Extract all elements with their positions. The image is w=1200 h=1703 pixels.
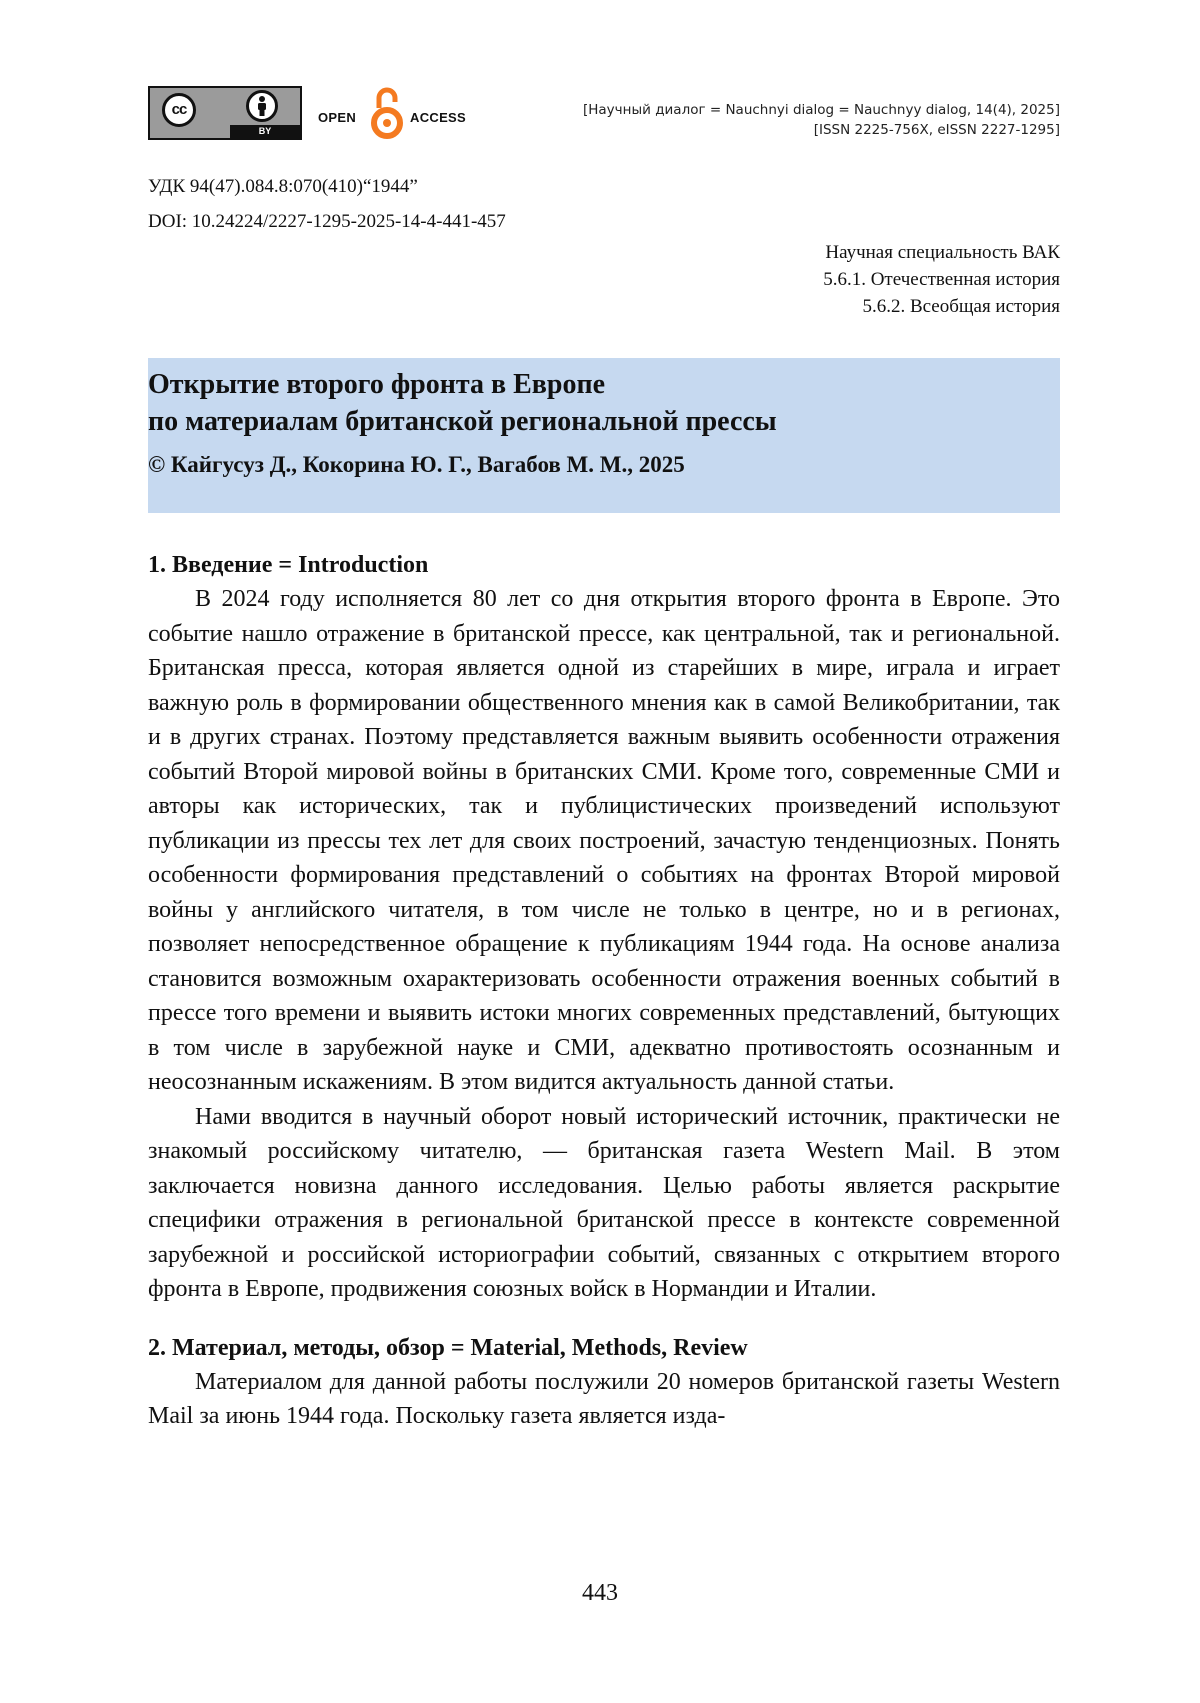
vak-speciality: [823, 239, 1060, 320]
article-title-block: [148, 358, 1060, 513]
paragraph: В 2024 году исполняется 80 лет со дня открытия второго фронта в Европе. Это событие нашло отражение в британской прессе, как центральной, так и региональной. Британская пресса, которая является одной из старейших в мире, играла и играет важную роль в формировании общественного мнения как в самой Великобритании, так и в других странах. Поэтому представляется важным выявить особенности отражения событий Второй мировой войны в британских СМИ. Кроме того, современные СМИ и авторы как исторических, так и публицистических произведений используют публикации из прессы тех лет для своих построений, зачастую тенденциозных. Понять особенности формирования представлений о событиях на фронтах Второй мировой войны у английского читателя, в том числе не только в центре, но и в регионах, позволяет непосредственное обращение к публикациям 1944 года. На основе анализа становится возможным охарактеризовать особенности отражения военных событий в прессе того времени и выявить истоки многих современных представлений, бытующих в том числе в зарубежной науке и СМИ, адекватно противостоять осознанным и неосознанным искажениям. В этом видится актуальность данной статьи.: [148, 582, 1060, 1100]
citation-line-1: [Научный диалог = Nauchnyi dialog = Nauchnyy dialog, 14(4), 2025]: [583, 100, 1060, 120]
article-body: [148, 548, 1060, 1434]
article-title-line-2: по материалам британской региональной прессы: [148, 403, 1060, 440]
open-access-logo[interactable]: [318, 86, 468, 142]
article-authors: © Кайгусуз Д., Кокорина Ю. Г., Вагабов М. М., 2025: [148, 452, 1060, 478]
section-gap: [148, 1307, 1060, 1331]
udc-code: УДК 94(47).084.8:070(410)“1944”: [148, 176, 418, 198]
open-access-lock-icon: [370, 86, 404, 147]
journal-citation: [583, 100, 1060, 140]
speciality-item-1: 5.6.1. Отечественная история: [823, 266, 1060, 293]
doi[interactable]: DOI: 10.24224/2227-1295-2025-14-4-441-457: [148, 211, 506, 233]
article-title-line-1: Открытие второго фронта в Европе: [148, 366, 1060, 403]
creative-commons-by-icon[interactable]: [148, 86, 302, 140]
section-heading-methods: 2. Материал, методы, обзор = Material, Methods, Review: [148, 1331, 1060, 1365]
speciality-item-2: 5.6.2. Всеобщая история: [823, 293, 1060, 320]
page: [0, 0, 1200, 1703]
paragraph: Нами вводится в научный оборот новый исторический источник, практически не знакомый российскому читателю, — британская газета Western Mail. В этом заключается новизна данного исследования. Целью работы является раскрытие специфики отражения в региональной британской прессе в контексте современной зарубежной и российской историографии событий, связанных с открытием второго фронта в Европе, продвижения союзных войск в Нормандии и Италии.: [148, 1100, 1060, 1307]
page-number: 443: [0, 1580, 1200, 1607]
cc-logo-icon: cc: [162, 93, 196, 127]
paragraph: Материалом для данной работы послужили 20 номеров британской газеты Western Mail за июнь 1944 года. Поскольку газета является изда-: [148, 1365, 1060, 1434]
attribution-person-icon: [246, 90, 278, 122]
open-access-open-label: OPEN: [318, 110, 356, 125]
citation-line-2: [ISSN 2225-756X, eISSN 2227-1295]: [583, 120, 1060, 140]
section-heading-introduction: 1. Введение = Introduction: [148, 548, 1060, 582]
license-by-label: BY: [230, 125, 300, 138]
page-header: [148, 86, 1060, 142]
open-access-access-label: ACCESS: [410, 110, 466, 125]
speciality-title: Научная специальность ВАК: [823, 239, 1060, 266]
